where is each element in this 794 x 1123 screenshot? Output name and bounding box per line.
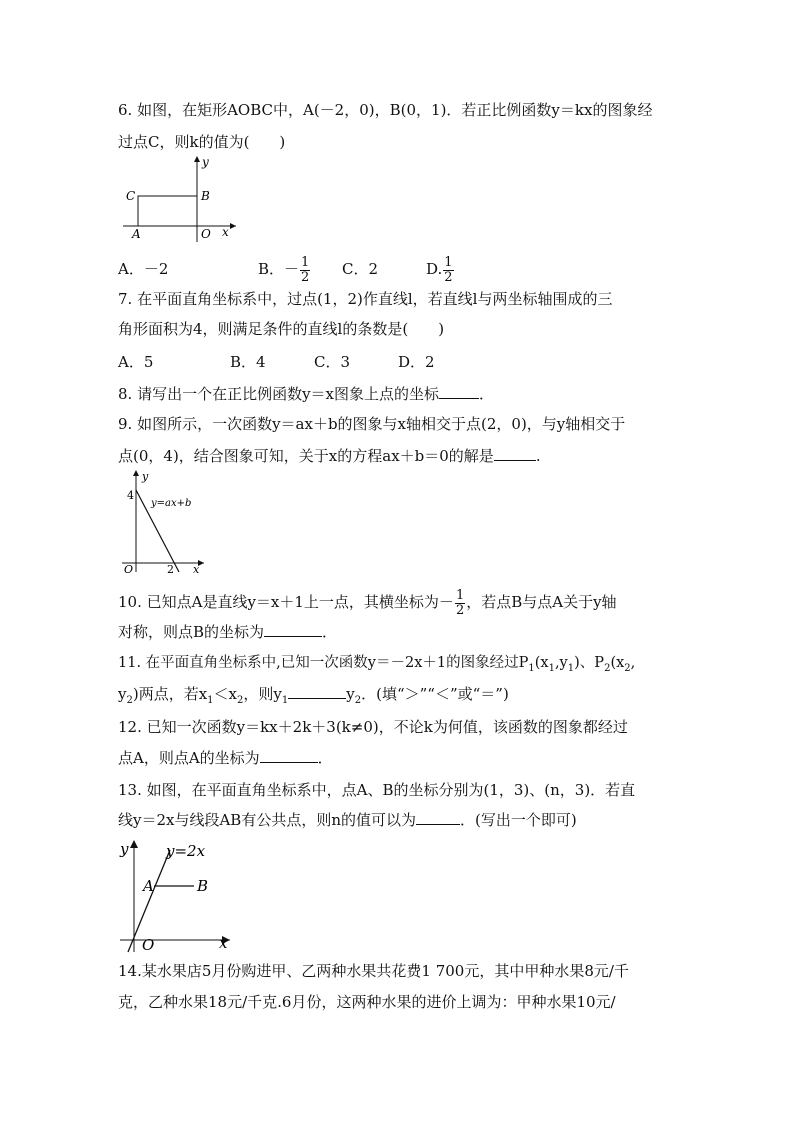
q7-line1: 7. 在平面直角坐标系中，过点(1，2)作直线l，若直线l与两坐标轴围成的三 [118, 290, 613, 308]
q10-line1 [118, 584, 617, 620]
q9-line1: 9. 如图所示，一次函数y＝ax＋b的图象与x轴相交于点(2，0)，与y轴相交于 [118, 415, 626, 433]
q7-option-c: C．3 [314, 353, 351, 371]
q11-line1 [118, 653, 635, 679]
q11-sub: 1 [528, 662, 535, 674]
q9-text: 点(0，4)，结合图象可知，关于x的方程ax＋b＝0的解是 [118, 447, 494, 465]
q8-text: 8. 请写出一个在正比例函数y＝x图象上点的坐标 [118, 385, 440, 403]
q11-sub: 2 [126, 695, 133, 706]
q11-sub: 2 [624, 662, 631, 674]
q10-text-3: 对称，则点B的坐标为 [118, 623, 265, 641]
q6-option-b-frac [300, 256, 310, 285]
q13-line1: 13. 如图，在平面直角坐标系中，点A、B的坐标分别为(1，3)、(n，3)．若直 [118, 781, 636, 799]
q13-line2 [118, 810, 577, 830]
q6-fig-label-a: A [132, 227, 141, 241]
q9-fig-label-4: 4 [127, 489, 134, 502]
q6-fig-label-x: x [222, 225, 229, 239]
q12-text: 点A，则点A的坐标为 [118, 749, 260, 767]
q10-frac [455, 589, 465, 618]
q12-line2 [118, 748, 333, 768]
q6-line2: 过点C，则k的值为( ) [118, 133, 286, 151]
q10-frac-num: 1 [455, 587, 465, 603]
q7-option-b: B．4 [230, 353, 266, 371]
q6-option-d-label: D. [426, 260, 443, 278]
q6-fig-label-c: C [126, 189, 136, 203]
q8-answer-blank[interactable] [439, 384, 479, 399]
q12-answer-blank[interactable] [260, 748, 318, 763]
q13-answer-blank[interactable] [416, 810, 460, 825]
q11-text-4: )、P [574, 655, 605, 671]
q9-fig-label-x: x [193, 563, 200, 576]
q6-option-d [426, 251, 455, 287]
q11-text-1: 11. 在平面直角坐标系中,已知一次函数y＝－2x＋1的图象经过P [118, 655, 529, 671]
q9-fig-label-o: O [124, 563, 134, 576]
q9-line2 [118, 446, 541, 466]
q6-option-b [258, 251, 311, 287]
q13-fig-label-x: x [219, 934, 228, 952]
q6-option-d-frac [443, 256, 453, 285]
q13-figure [118, 836, 238, 954]
q11-text-10: ，则y [243, 685, 282, 703]
q8-line1 [118, 384, 494, 404]
q11-sub: 1 [548, 662, 555, 674]
q10-frac-den: 2 [455, 602, 465, 618]
q6-fig-label-b: B [201, 189, 210, 203]
q10-text-2: ，若点B与点A关于y轴 [466, 593, 617, 611]
q12-text-end: ． [317, 749, 333, 767]
q6-fig-label-y: y [202, 155, 209, 169]
q13-text: 线y＝2x与线段AB有公共点，则n的值可以为 [118, 811, 416, 829]
q11-text-11: y [346, 685, 355, 703]
q11-text-2: (x [534, 655, 549, 671]
q9-figure [118, 466, 208, 576]
q9-fig-label-y: y [142, 470, 149, 483]
q11-text-12: ．(填“＞”“＜”或“＝”) [361, 685, 509, 703]
q10-text-end: ． [322, 623, 338, 641]
q7-options [118, 352, 538, 372]
q9-fig-label-2: 2 [167, 563, 174, 576]
q13-fig-label-y: y [120, 840, 129, 858]
q11-line2 [118, 684, 509, 711]
q11-text-3: ,y [554, 655, 568, 671]
q13-fig-label-a: A [143, 877, 154, 895]
q9-text-end: . [535, 447, 541, 465]
q11-answer-blank[interactable] [288, 684, 346, 699]
q6-frac-den-d: 2 [444, 269, 453, 285]
q11-text-6: , [630, 655, 636, 671]
q11-sub: 2 [604, 662, 611, 674]
q13-fig-label-eq: y=2x [166, 842, 206, 860]
q12-line1: 12. 已知一次函数y＝kx＋2k＋3(k≠0)，不论k为何值，该函数的图象都经过 [118, 718, 628, 736]
q7-line2: 角形面积为4，则满足条件的直线l的条数是( ) [118, 320, 445, 338]
q6-option-c: C．2 [342, 260, 379, 278]
q11-sub: 1 [207, 695, 214, 706]
q6-fig-label-o: O [201, 227, 211, 241]
q10-answer-blank[interactable] [264, 622, 322, 637]
q11-text-8: )两点，若x [132, 685, 208, 703]
q9-answer-blank[interactable] [494, 446, 536, 461]
q11-text-5: (x [610, 655, 625, 671]
q13-fig-label-b: B [197, 877, 209, 895]
q6-option-b-label: B．－ [258, 260, 300, 278]
q11-sub: 2 [237, 695, 244, 706]
q11-sub: 2 [354, 695, 362, 706]
q6-option-a: A．－2 [118, 260, 169, 278]
q7-option-a: A．5 [118, 353, 154, 371]
q13-text-end: ．(写出一个即可) [460, 811, 577, 829]
q6-figure [118, 152, 240, 244]
q6-line1: 6. 如图，在矩形AOBC中，A(－2，0)，B(0，1)．若正比例函数y＝kx的图象经 [118, 101, 653, 119]
q6-frac-num-d: 1 [444, 254, 453, 270]
q8-text-end: ． [479, 385, 495, 403]
q14-line2: 克，乙种水果18元/千克.6月份，这两种水果的进价上调为：甲种水果10元/ [118, 993, 616, 1011]
q6-frac-den: 2 [301, 269, 310, 285]
q9-fig-label-eq: y=ax+b [151, 498, 192, 509]
q11-text-7: y [118, 685, 127, 703]
q10-line2 [118, 622, 337, 642]
q11-sub: 1 [567, 662, 575, 674]
q11-sub: 1 [281, 695, 289, 706]
q11-text-9: ＜x [213, 685, 238, 703]
q13-fig-label-o: O [142, 936, 155, 954]
q6-frac-num: 1 [301, 254, 310, 270]
q10-text: 10. 已知点A是直线y＝x＋1上一点，其横坐标为－ [118, 593, 454, 611]
q7-option-d: D．2 [398, 353, 435, 371]
q14-line1: 14.某水果店5月份购进甲、乙两种水果共花费1 700元，其中甲种水果8元/千 [118, 962, 629, 980]
